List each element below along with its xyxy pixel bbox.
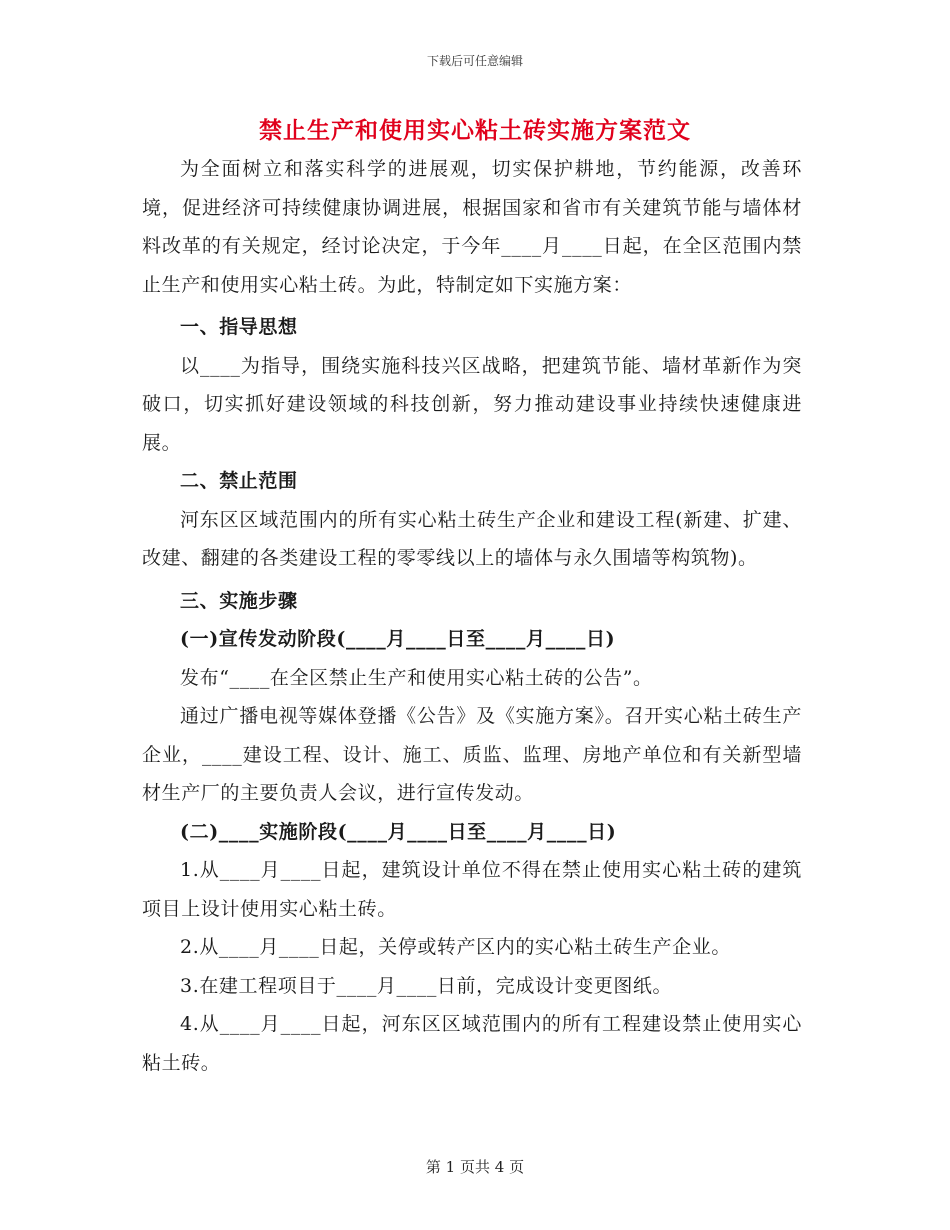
publicity-paragraph-1: 发布“____在全区禁止生产和使用实心粘土砖的公告”。 [180,666,653,689]
document-title: 禁止生产和使用实心粘土砖实施方案范文 [259,117,691,144]
implementation-item-3: 3.在建工程项目于____月____日前，完成设计变更图纸。 [180,974,673,997]
section-heading-scope: 二、禁止范围 [180,470,298,492]
implementation-item-1: 1.从____月____日起，建筑设计单位不得在禁止使用实心粘土砖的建筑项目上设计使用实心粘土砖。 [142,859,802,920]
page-header-note: 下载后可任意编辑 [426,54,523,68]
subsection-heading-implementation: (二)____实施阶段(____月____日至____月____日) [180,820,617,843]
intro-paragraph: 为全面树立和落实科学的进展观，切实保护耕地，节约能源，改善环境，促进经济可持续健康协调进展，根据国家和省市有关建筑节能与墙体材料改革的有关规定，经讨论决定，于今年____月____日起，在全区范围内禁止生产和使用实心粘土砖。为此，特制定如下实施方案： [142,158,802,296]
implementation-item-4: 4.从____月____日起，河东区区域范围内的所有工程建设禁止使用实心粘土砖。 [142,1013,802,1074]
implementation-item-2: 2.从____月____日起，关停或转产区内的实心粘土砖生产企业。 [180,936,731,958]
publicity-paragraph-2: 通过广播电视等媒体登播《公告》及《实施方案》。召开实心粘土砖生产企业，____建设工程、设计、施工、质监、监理、房地产单位和有关新型墙材生产厂的主要负责人会议，进行宣传发动。 [142,705,802,804]
section-heading-guiding-ideology: 一、指导思想 [180,316,298,338]
subsection-heading-publicity: (一)宣传发动阶段(____月____日至____月____日) [180,628,616,650]
section-heading-steps: 三、实施步骤 [180,589,298,612]
section-body-scope: 河东区区域范围内的所有实心粘土砖生产企业和建设工程(新建、扩建、改建、翻建的各类建设工程的零零线以上的墙体与永久围墙等构筑物)。 [142,508,802,569]
page-number-footer: 第 1 页共 4 页 [425,1158,525,1176]
section-body-guiding-ideology: 以____为指导，围绕实施科技兴区战略，把建筑节能、墙材革新作为突破口，切实抓好建设领域的科技创新，努力推动建设事业持续快速健康进展。 [142,354,802,454]
document-body [142,150,802,1082]
